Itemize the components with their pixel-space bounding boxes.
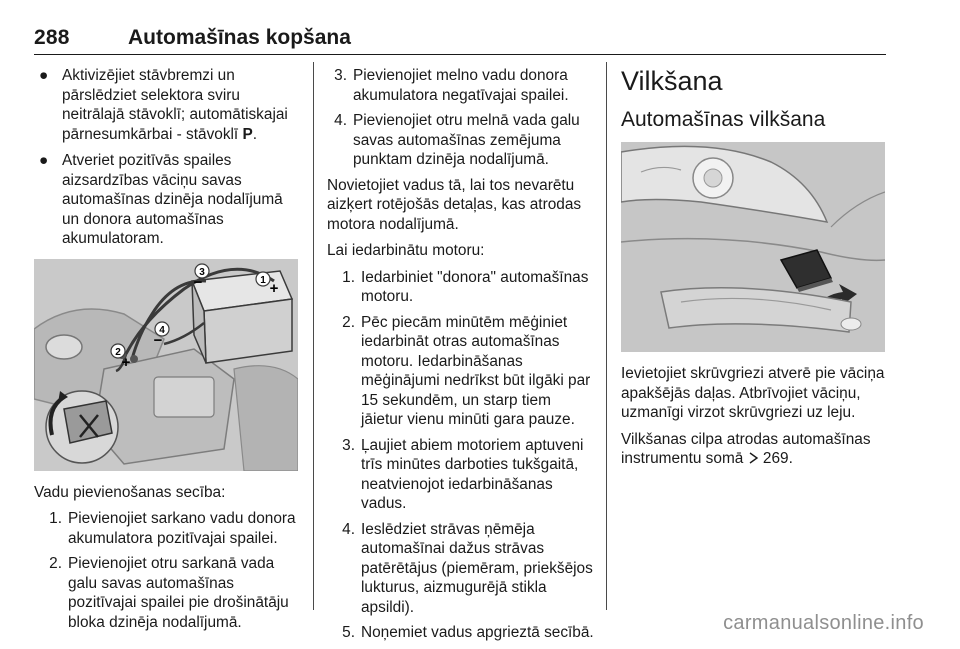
column-jump-start-prep xyxy=(34,66,304,638)
list-item xyxy=(42,554,304,632)
page-reference-link[interactable]: 269. xyxy=(762,450,793,467)
cable-placement-note: Novietojiet vadus tā, lai tos nevarētu aizķert rotējošās detaļas, kas atrodas motora nodalījumā. xyxy=(327,176,582,233)
towing-eye-text: Vilkšanas cilpa atrodas automašīnas instrumentu somā xyxy=(621,430,871,467)
minus-ground-label: − xyxy=(153,331,163,349)
list-item xyxy=(327,66,595,105)
column-towing xyxy=(621,66,891,476)
cover-removal-text: Ievietojiet skrūvgriezi atverē pie vāciņa apakšējās daļas. Atbrīvojiet vāciņu, uzmanīgi virzot skrūvgriezi uz leju. xyxy=(621,365,885,421)
list-item xyxy=(335,268,595,307)
bullet-icon: ● xyxy=(39,67,49,84)
watermark: carmanualsonline.info xyxy=(723,612,924,634)
gear-position-label: P xyxy=(242,125,253,143)
step-number: 2. xyxy=(342,313,355,331)
page-header xyxy=(34,26,886,55)
start-engine-title: Lai iedarbinātu motoru: xyxy=(327,242,485,259)
cable-sequence-list xyxy=(42,509,304,632)
plus-terminal-label: + xyxy=(269,279,279,297)
step-number: 5. xyxy=(342,624,355,641)
step-number: 1. xyxy=(342,268,355,286)
start-engine-list xyxy=(335,268,595,643)
column-divider xyxy=(313,62,314,610)
step-text: Pievienojiet otru melnā vada galu savas automašīnas zemējuma punktam dzinēja nodalījumā. xyxy=(353,112,580,168)
step-text: Noņemiet vadus apgrieztā secībā. xyxy=(361,624,594,641)
step-number: 4. xyxy=(334,112,347,129)
callout-4: 4 xyxy=(159,324,165,336)
list-item xyxy=(335,623,595,643)
bullet-text: Atveriet pozitīvās spailes aizsardzības vāciņu savas automašīnas dzinēja nodalījumā un donora automašīnas akumulatoram. xyxy=(62,152,283,247)
callout-1: 1 xyxy=(260,274,266,286)
bullet-tail: . xyxy=(252,125,258,143)
step-text: Pievienojiet sarkano vadu donora akumulatora pozitīvajai spailei. xyxy=(68,510,296,547)
towing-eye-location xyxy=(621,430,891,469)
step-number: 4. xyxy=(342,520,355,538)
step-text: Iedarbiniet "donora" automašīnas motoru. xyxy=(361,268,589,305)
step-number: 3. xyxy=(342,436,355,454)
section-title: Automašīnas kopšana xyxy=(128,26,351,49)
step-text: Pēc piecām minūtēm mēģiniet iedarbināt otras automašīnas motoru. Iedarbināšanas mēģinājumi nedrīkst būt ilgāki par 15 sekundēm, un starp tiem jāietur vienu minūti gara pauze. xyxy=(361,313,591,428)
plus-fuse-box-label: + xyxy=(121,353,131,371)
page-reference-arrow-icon xyxy=(748,450,759,467)
column-divider xyxy=(606,62,607,610)
minus-terminal-label: − xyxy=(193,273,203,291)
step-number: 2. xyxy=(49,555,62,572)
page-number: 288 xyxy=(34,26,70,49)
callout-3: 3 xyxy=(199,266,205,278)
towing-subtitle: Automašīnas vilkšana xyxy=(621,108,826,131)
list-item xyxy=(335,313,595,430)
list-item xyxy=(42,509,304,548)
towing-title: Vilkšana xyxy=(621,66,723,96)
list-item xyxy=(34,66,304,144)
list-item xyxy=(34,151,304,249)
step-number: 3. xyxy=(334,67,347,84)
column-jump-start-steps xyxy=(327,66,595,649)
list-item xyxy=(327,111,595,170)
step-number: 1. xyxy=(49,510,62,527)
jump-start-cable-illustration xyxy=(34,259,298,471)
cable-sequence-list-continued xyxy=(327,66,595,170)
bullet-text: Aktivizējiet stāvbremzi un pārslēdziet selektora sviru neitrālajā stāvoklī; automātiskajai pārnesumkārbai - stāvoklī xyxy=(62,67,288,143)
callout-2: 2 xyxy=(115,346,121,358)
step-text: Pievienojiet melno vadu donora akumulatora negatīvajai spailei. xyxy=(353,67,569,104)
towing-eye-cover-illustration xyxy=(621,142,885,352)
list-item xyxy=(335,436,595,514)
step-text: Ieslēdziet strāvas ņēmēja automašīnai dažus strāvas patērētājus (piemēram, priekšējos lukturus, aizmugurējā stikla apsildi). xyxy=(361,520,593,616)
bullet-icon: ● xyxy=(39,152,49,169)
sequence-title: Vadu pievienošanas secība: xyxy=(34,483,226,501)
step-text: Pievienojiet otru sarkanā vada galu savas automašīnas pozitīvajai spailei pie drošinātāju bloka dzinēja nodalījumā. xyxy=(68,555,289,631)
step-text: Ļaujiet abiem motoriem aptuveni trīs minūtes darboties tukšgaitā, neatvienojot iedarbināšanas vadus. xyxy=(361,436,584,512)
list-item xyxy=(335,520,595,618)
prep-bullet-list xyxy=(34,66,304,249)
